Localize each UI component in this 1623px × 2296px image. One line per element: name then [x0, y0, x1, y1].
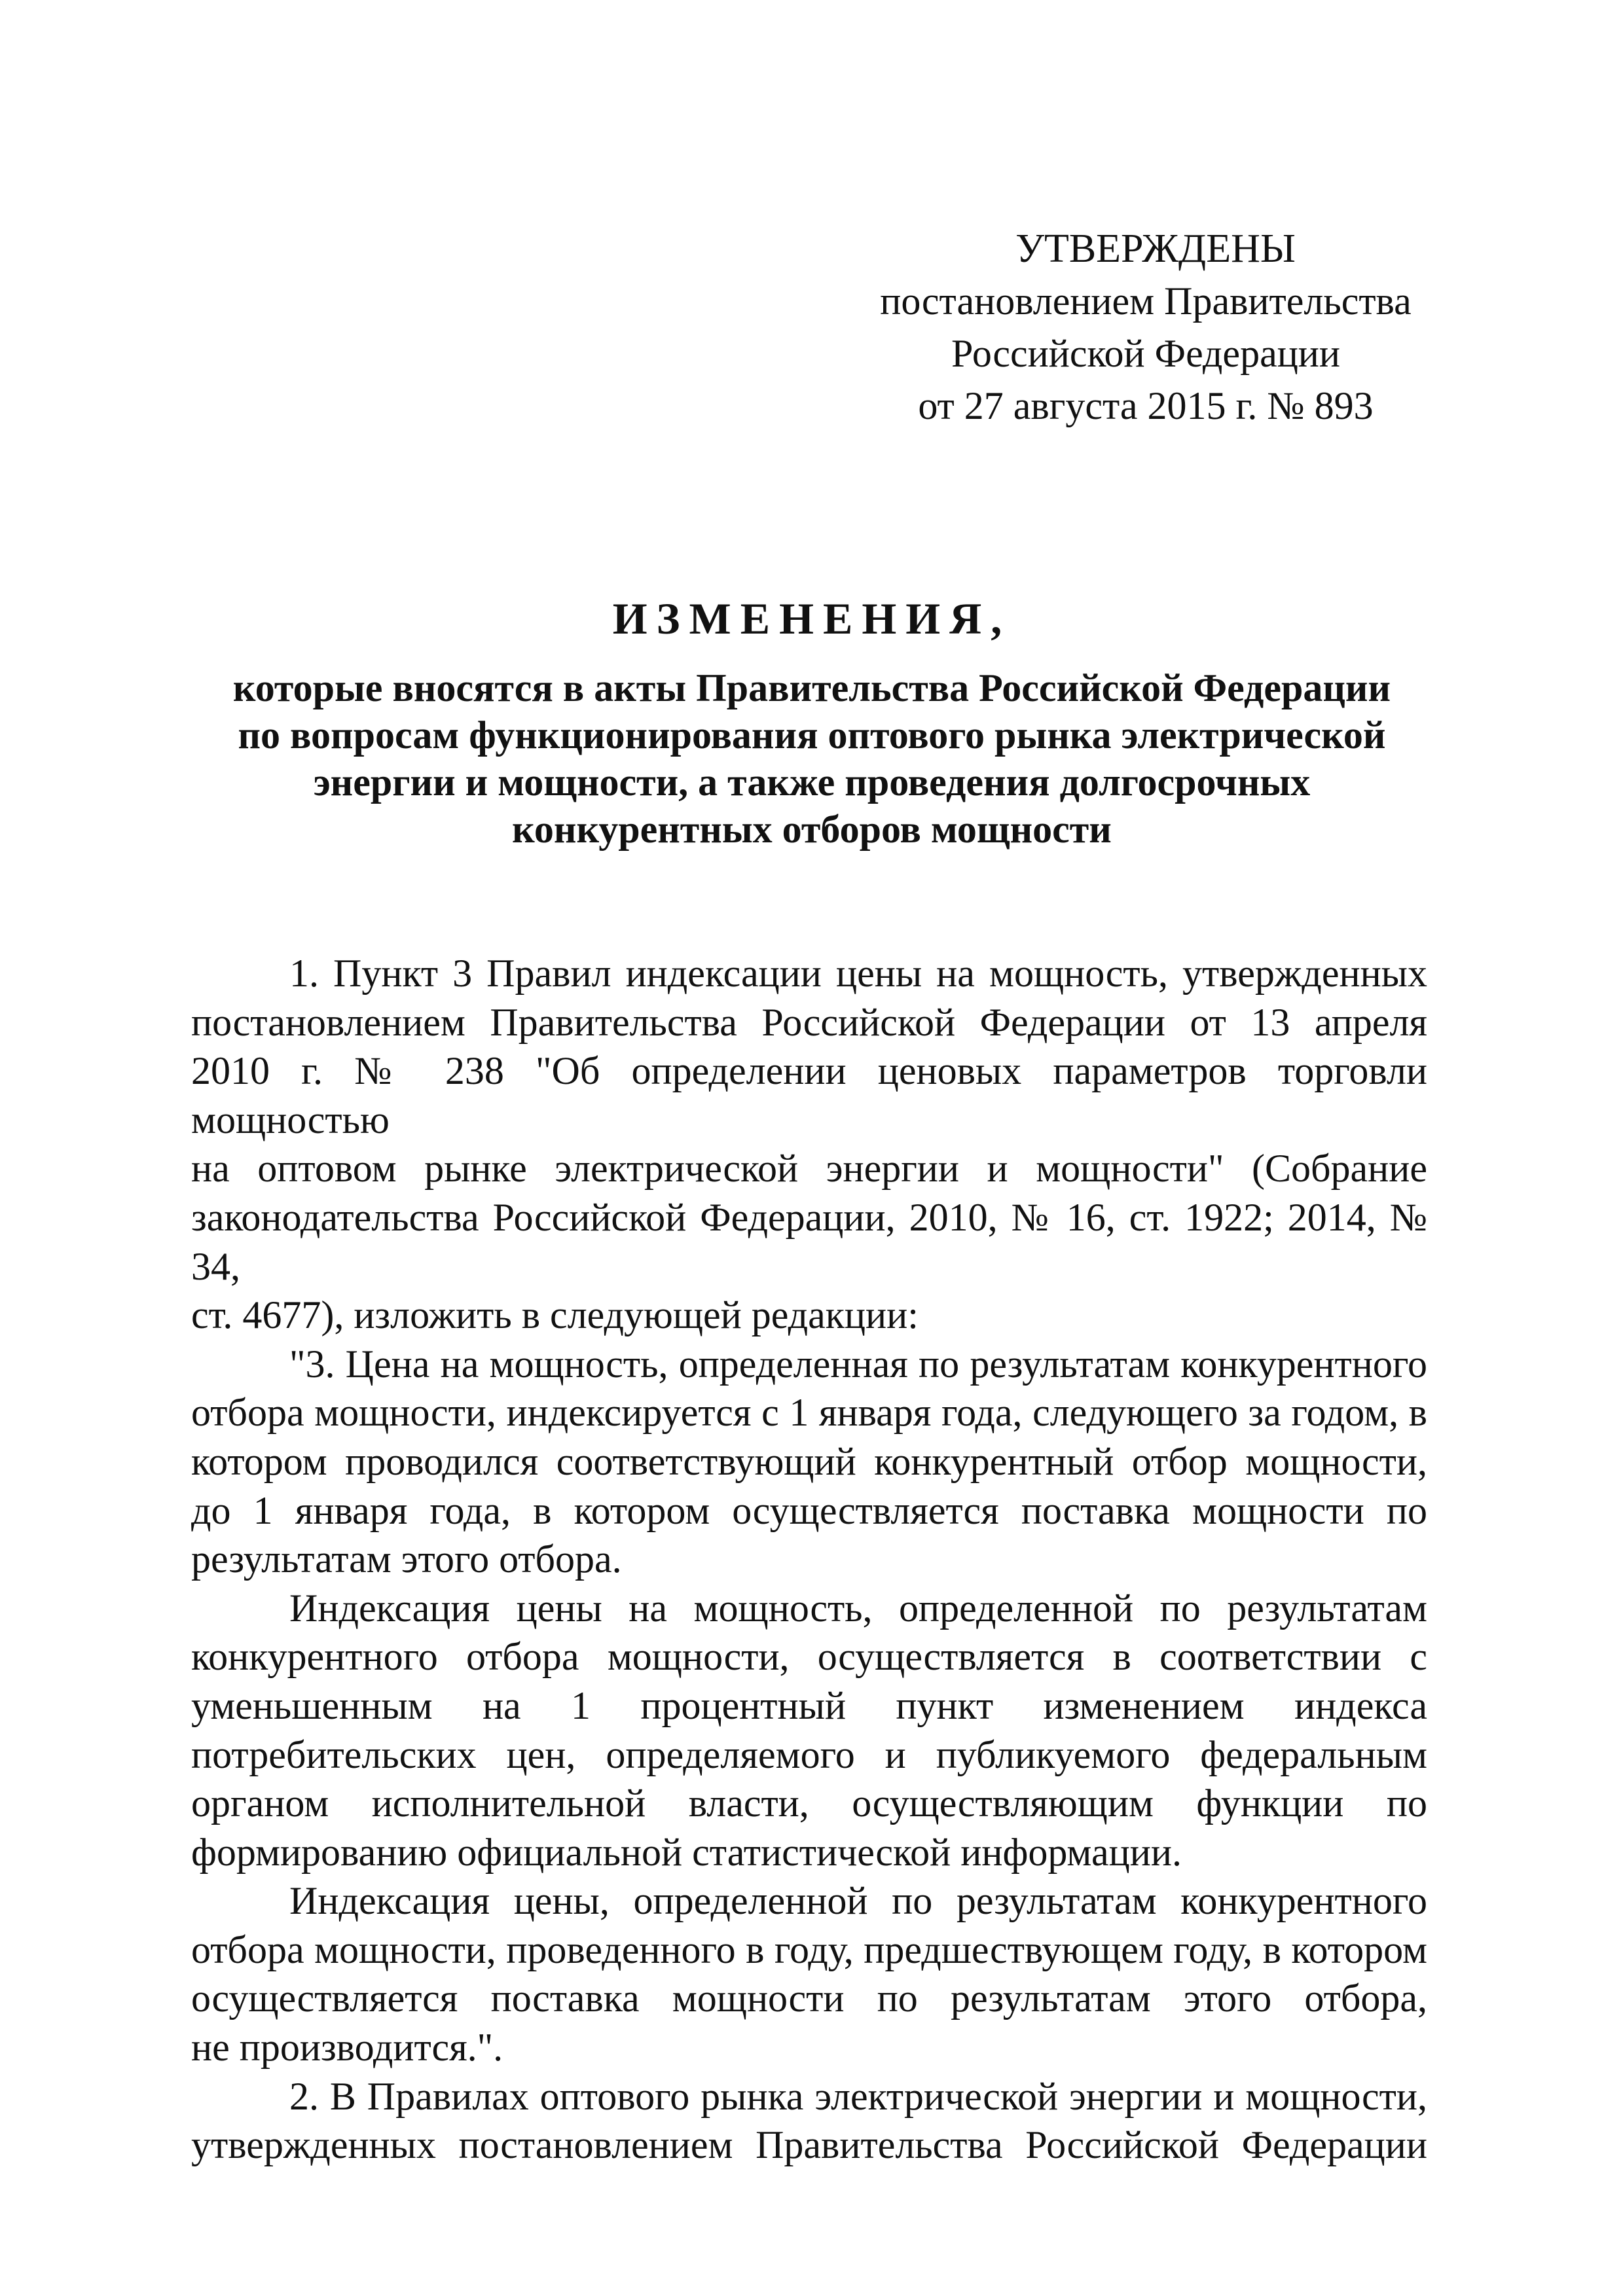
- body-line: формированию официальной статистической информации.: [191, 1830, 1182, 1874]
- heading-title: ИЗМЕНЕНИЯ,: [612, 594, 1012, 643]
- approval-line-3: от 27 августа 2015 г. № 893: [918, 384, 1374, 427]
- body-line: 2010 г. № 238 "Об определении ценовых параметров торговли мощностью: [191, 1049, 1427, 1141]
- body-line: ст. 4677), изложить в следующей редакции:: [191, 1293, 919, 1337]
- body-line: уменьшенным на 1 процентный пункт изменением индекса: [191, 1683, 1427, 1727]
- approval-title: УТВЕРЖДЕНЫ: [1015, 226, 1296, 271]
- body-line: конкурентного отбора мощности, осуществляется в соответствии с: [191, 1635, 1427, 1679]
- body-line: органом исполнительной власти, осуществляющим функции по: [191, 1782, 1427, 1825]
- heading-subtitle-line: которые вносятся в акты Правительства Российской Федерации: [232, 666, 1391, 709]
- body-line: 2. В Правилах оптового рынка электрической энергии и мощности,: [289, 2074, 1427, 2118]
- body-line: на оптовом рынке электрической энергии и мощности" (Собрание: [191, 1147, 1427, 1191]
- document-heading: [196, 586, 1427, 853]
- approval-stamp-block: [851, 223, 1440, 432]
- body-line: потребительских цен, определяемого и публикуемого федеральным: [191, 1732, 1427, 1776]
- body-line: не производится.".: [191, 2026, 503, 2070]
- body-line: постановлением Правительства Российской Федерации от 13 апреля: [191, 1000, 1427, 1044]
- heading-subtitle-line: конкурентных отборов мощности: [512, 808, 1112, 851]
- body-line: Индексация цены на мощность, определенной по результатам: [289, 1586, 1427, 1630]
- body-line: законодательства Российской Федерации, 2010, № 16, ст. 1922; 2014, № 34,: [191, 1195, 1427, 1288]
- document-body: [191, 949, 1427, 2170]
- body-line: котором проводился соответствующий конкурентный отбор мощности,: [191, 1439, 1427, 1483]
- body-line: 1. Пункт 3 Правил индексации цены на мощность, утвержденных: [289, 952, 1427, 995]
- body-line: результатам этого отбора.: [191, 1537, 622, 1581]
- heading-subtitle-line: по вопросам функционирования оптового рынка электрической: [238, 713, 1386, 757]
- body-line: утвержденных постановлением Правительства Российской Федерации: [191, 2123, 1427, 2167]
- heading-subtitle: [196, 664, 1427, 853]
- approval-line-1: постановлением Правительства: [880, 279, 1412, 323]
- approval-line-2: Российской Федерации: [951, 332, 1341, 375]
- heading-subtitle-line: энергии и мощности, а также проведения долгосрочных: [313, 761, 1311, 804]
- body-line: отбора мощности, индексируется с 1 января года, следующего за годом, в: [191, 1391, 1427, 1435]
- body-line: до 1 января года, в котором осуществляется поставка мощности по: [191, 1488, 1427, 1532]
- body-line: "3. Цена на мощность, определенная по результатам конкурентного: [289, 1342, 1427, 1386]
- body-line: осуществляется поставка мощности по результатам этого отбора,: [191, 1977, 1427, 2020]
- body-line: Индексация цены, определенной по результатам конкурентного: [289, 1879, 1427, 1923]
- body-line: отбора мощности, проведенного в году, предшествующем году, в котором: [191, 1928, 1427, 1971]
